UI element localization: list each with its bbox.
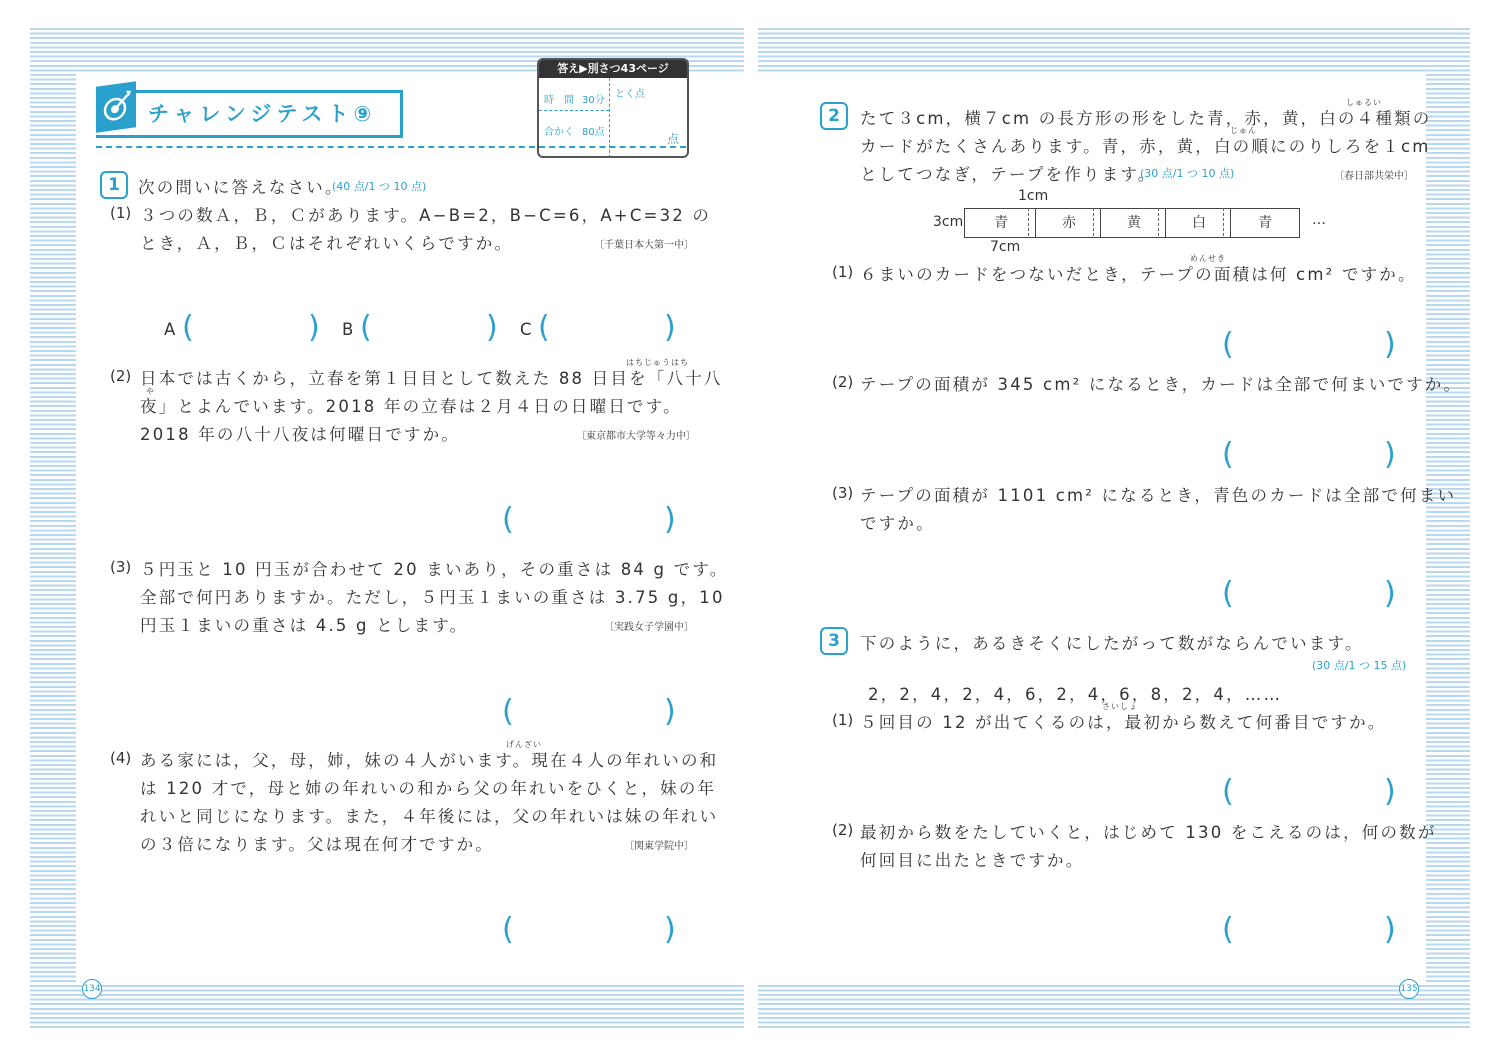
q2-1-number: (1) [832,263,854,281]
title-divider [96,146,686,148]
q1-4-ruby: げんざい [506,740,542,749]
q1-1-number: (1) [110,204,132,222]
answer-q3-1-close: ) [1384,774,1396,809]
score-unit: 点 [667,132,680,146]
page-title: チャレンジテスト⑨ [148,102,377,126]
answer-q2-2-open[interactable]: ( [1222,437,1234,472]
q2-3-line1: テープの面積が 1101 cm² になるとき，青色のカードは全部で何まい [860,486,1457,505]
q2-points: (30 点/1 つ 10 点) [1140,167,1235,180]
q1-2-line2: 夜」とよんでいます。2018 年の立春は２月４日の日曜日です。 [140,397,682,416]
q2-1-text: ６まいのカードをつないだとき，テープの面積は何 cm² ですか。 [860,265,1417,284]
card-blue-1: 青 [964,208,1038,238]
q2-2-number: (2) [832,373,854,391]
answer-a-open[interactable]: ( [182,310,194,345]
q1-1-line1: ３つの数Ａ，Ｂ，Ｃがあります。A−B=2，B−C=6，A+C=32 の [140,206,712,225]
answer-label-b: B [342,320,356,339]
answer-label-c: C [520,320,534,339]
q1-3-line3: 円玉１まいの重さは 4.5 g とします。 [140,616,469,635]
q3-1-ruby: さいしょ [1102,702,1138,711]
answer-b-close: ) [486,310,498,345]
card-white: 白 [1165,208,1233,238]
q1-2-source: 〔東京都市大学等々力中〕 [576,431,696,442]
card-blue-2: 青 [1230,208,1300,238]
answer-q3-1-open[interactable]: ( [1222,774,1234,809]
q3-2-number: (2) [832,821,854,839]
q2-source: 〔春日部共栄中〕 [1334,171,1414,182]
q3-2-line2: 何回目に出たときですか。 [860,851,1085,870]
pass-value: 80点 [582,127,605,138]
q2-2-text: テープの面積が 345 cm² になるとき，カードは全部で何まいですか。 [860,375,1463,394]
answer-c-open[interactable]: ( [538,310,550,345]
q3-1-text: ５回目の 12 が出てくるのは，最初から数えて何番目ですか。 [860,713,1387,732]
height-label: 3cm [933,214,964,230]
q2-1-ruby: めんせき [1190,254,1226,263]
answer-q2-3-open[interactable]: ( [1222,576,1234,611]
q2-line3: としてつなぎ，テープを作ります。 [860,165,1157,184]
q1-1-line2: とき，Ａ，Ｂ，Ｃはそれぞれいくらですか。 [140,234,514,253]
question-1-points: (40 点/1 つ 10 点) [332,180,427,193]
answer-c-close: ) [664,310,676,345]
q1-4-line2: は 120 才で，母と姉の年れいの和から父の年れいをひくと，妹の年 [140,779,717,798]
q1-4-line3: れいと同じになります。また，４年後には，父の年れいは妹の年れい [140,807,719,826]
time-label: 時 間 [544,95,574,106]
q1-2-line1: 日本では古くから，立春を第１日目として数えた 88 日目を「八十八 [140,369,723,388]
q2-3-number: (3) [832,484,854,502]
q3-1-number: (1) [832,711,854,729]
time-value: 30分 [582,95,605,106]
answer-q2-2-close: ) [1384,437,1396,472]
q1-4-line1: ある家には，父，母，姉，妹の４人がいます。現在４人の年れいの和 [140,751,719,770]
q1-4-line4: の３倍になります。父は現在何才ですか。 [140,835,494,854]
q1-4-source: 〔関東学院中〕 [624,841,694,852]
answer-q3-2-open[interactable]: ( [1222,912,1234,947]
answer-a-close: ) [308,310,320,345]
answer-q3-2-close: ) [1384,912,1396,947]
question-2-number: 2 [820,102,848,130]
card-yellow: 黄 [1100,208,1168,238]
card-red: 赤 [1035,208,1103,238]
q1-3-source: 〔実践女子学園中〕 [604,622,694,633]
answer-q1-4-close: ) [664,912,676,947]
question-3-points: (30 点/1 つ 15 点) [1312,659,1407,672]
q1-3-line1: ５円玉と 10 円玉が合わせて 20 まいあり，その重さは 84 g です。 [140,560,729,579]
answer-q2-1-close: ) [1384,327,1396,362]
answer-q2-3-close: ) [1384,576,1396,611]
answer-q1-4-open[interactable]: ( [502,912,514,947]
page-number-left: 134 [82,979,102,999]
width-label: 7cm [990,239,1021,255]
q2-ruby2: じゅん [1230,126,1257,135]
q1-2-number: (2) [110,367,132,385]
q1-4-number: (4) [110,749,132,767]
answer-b-open[interactable]: ( [360,310,372,345]
pass-label: 合かく [544,127,574,138]
question-1-heading: 次の問いに答えなさい。 [138,178,344,197]
q1-2-ruby: はちじゅうはち [626,358,689,367]
q1-1-source: 〔千葉日本大第一中〕 [594,240,694,251]
score-card [537,58,689,158]
q1-2-ruby2: や [146,387,155,396]
q2-line1: たて３cm，横７cm の長方形の形をした青，赤，黄，白の４種類の [860,109,1432,128]
question-3-heading: 下のように，あるきそくにしたがって数がならんでいます。 [860,634,1364,653]
score-label: とく点 [615,89,645,100]
answer-reference: 答え▶別さつ43ページ [539,60,687,78]
answer-q1-2-close: ) [664,502,676,537]
q1-3-number: (3) [110,558,132,576]
q1-3-line2: 全部で何円ありますか。ただし，５円玉１まいの重さは 3.75 g，10 [140,588,725,607]
number-sequence: 2，2，4，2，4，6，2，4，6，8，2，4，…… [868,685,1283,704]
answer-label-a: A [164,320,178,339]
tape-ellipsis: … [1312,212,1326,228]
q1-2-line3: 2018 年の八十八夜は何曜日ですか。 [140,425,461,444]
q2-line2: カードがたくさんあります。青，赤，黄，白の順にのりしろを１cm [860,137,1431,156]
answer-q1-2-open[interactable]: ( [502,502,514,537]
question-1-number: 1 [100,171,128,199]
answer-q1-3-open[interactable]: ( [502,694,514,729]
answer-q2-1-open[interactable]: ( [1222,327,1234,362]
target-icon [96,81,136,133]
page-number-right: 135 [1399,979,1419,999]
overlap-label: 1cm [1018,188,1049,204]
q2-3-line2: ですか。 [860,514,935,533]
q3-2-line1: 最初から数をたしていくと，はじめて 130 をこえるのは，何の数が [860,823,1437,842]
question-3-number: 3 [820,627,848,655]
answer-q1-3-close: ) [664,694,676,729]
q2-ruby1: しゅるい [1346,98,1382,107]
